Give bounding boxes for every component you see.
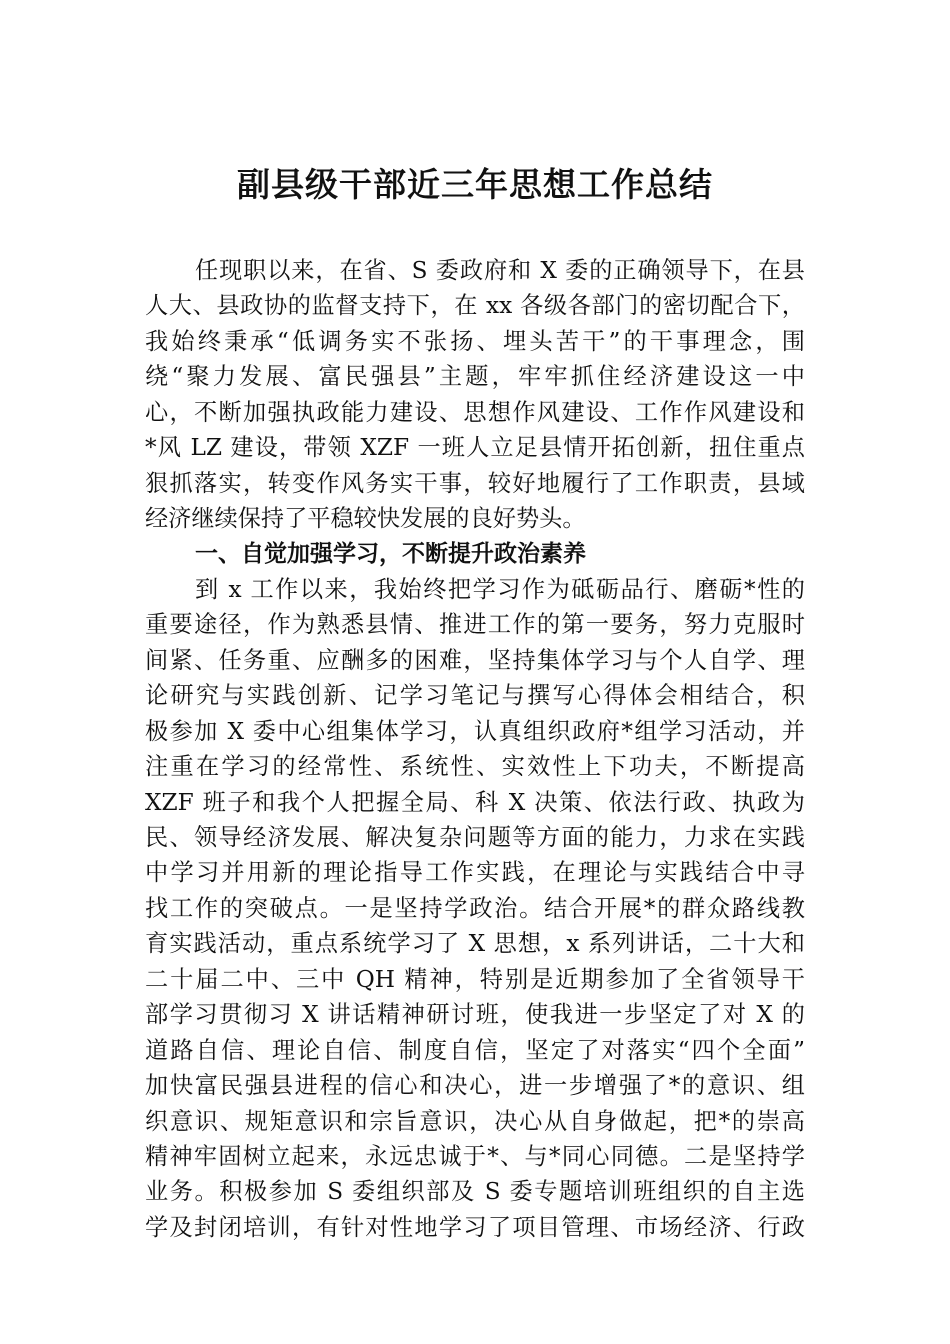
text-line: 论研究与实践创新、记学习笔记与撰写心得体会相结合，积 [145,682,805,710]
text-line: 学及封闭培训，有针对性地学习了项目管理、市场经济、行政 [145,1213,805,1241]
text-line: 加快富民强县进程的信心和决心，进一步增强了*的意识、组 [145,1072,805,1100]
text-line: 部学习贯彻习 X 讲话精神研讨班，使我进一步坚定了对 X 的 [145,1001,805,1029]
text-line: 重要途径，作为熟悉县情、推进工作的第一要务，努力克服时 [145,611,805,639]
text-line: 我始终秉承“低调务实不张扬、埋头苦干”的干事理念，围 [145,327,805,355]
text-line: 间紧、任务重、应酬多的困难，坚持集体学习与个人自学、理 [145,646,805,674]
section-heading: 一、自觉加强学习，不断提升政治素养 [195,540,586,567]
text-line: 极参加 X 委中心组集体学习，认真组织政府*组学习活动，并 [145,717,805,745]
text-line: 精神牢固树立起来，永远忠诚于*、与*同心同德。二是坚持学 [145,1142,805,1170]
text-line: 经济继续保持了平稳较快发展的良好势头。 [145,505,586,533]
text-line: 育实践活动，重点系统学习了 X 思想，x 系列讲话，二十大和 [145,930,805,958]
text-line: *风 LZ 建设，带领 XZF 一班人立足县情开拓创新，扭住重点 [145,434,805,462]
document-title: 副县级干部近三年思想工作总结 [237,165,713,204]
text-line: 狠抓落实，转变作风务实干事，较好地履行了工作职责，县域 [145,469,805,497]
text-line: 到 x 工作以来，我始终把学习作为砥砺品行、磨砺*性的 [195,575,805,603]
text-line: 民、领导经济发展、解决复杂问题等方面的能力，力求在实践 [145,824,805,851]
text-line: 心，不断加强执政能力建设、思想作风建设、工作作风建设和 [145,398,805,426]
document-body [145,253,805,1245]
text-line: 找工作的突破点。一是坚持学政治。结合开展*的群众路线教 [145,894,805,922]
text-line: 道路自信、理论自信、制度自信，坚定了对落实“四个全面” [145,1036,805,1064]
text-line: 业务。积极参加 S 委组织部及 S 委专题培训班组织的自主选 [145,1178,805,1206]
text-line: XZF 班子和我个人把握全局、科 X 决策、依法行政、执政为 [145,788,805,816]
text-line: 中学习并用新的理论指导工作实践，在理论与实践结合中寻 [145,859,805,887]
text-line: 二十届二中、三中 QH 精神，特别是近期参加了全省领导干 [145,965,805,993]
paragraph-intro [145,253,805,537]
text-line: 织意识、规矩意识和宗旨意识，决心从自身做起，把*的崇高 [145,1107,805,1135]
text-line: 注重在学习的经常性、系统性、实效性上下功夫，不断提高 [145,753,805,781]
text-line: 绕“聚力发展、富民强县”主题，牢牢抓住经济建设这一中 [145,363,805,391]
paragraph-study [145,572,805,1245]
text-line: 人大、县政协的监督支持下，在 xx 各级各部门的密切配合下， [145,292,805,320]
text-line: 任现职以来，在省、S 委政府和 X 委的正确领导下，在县 [195,257,805,284]
